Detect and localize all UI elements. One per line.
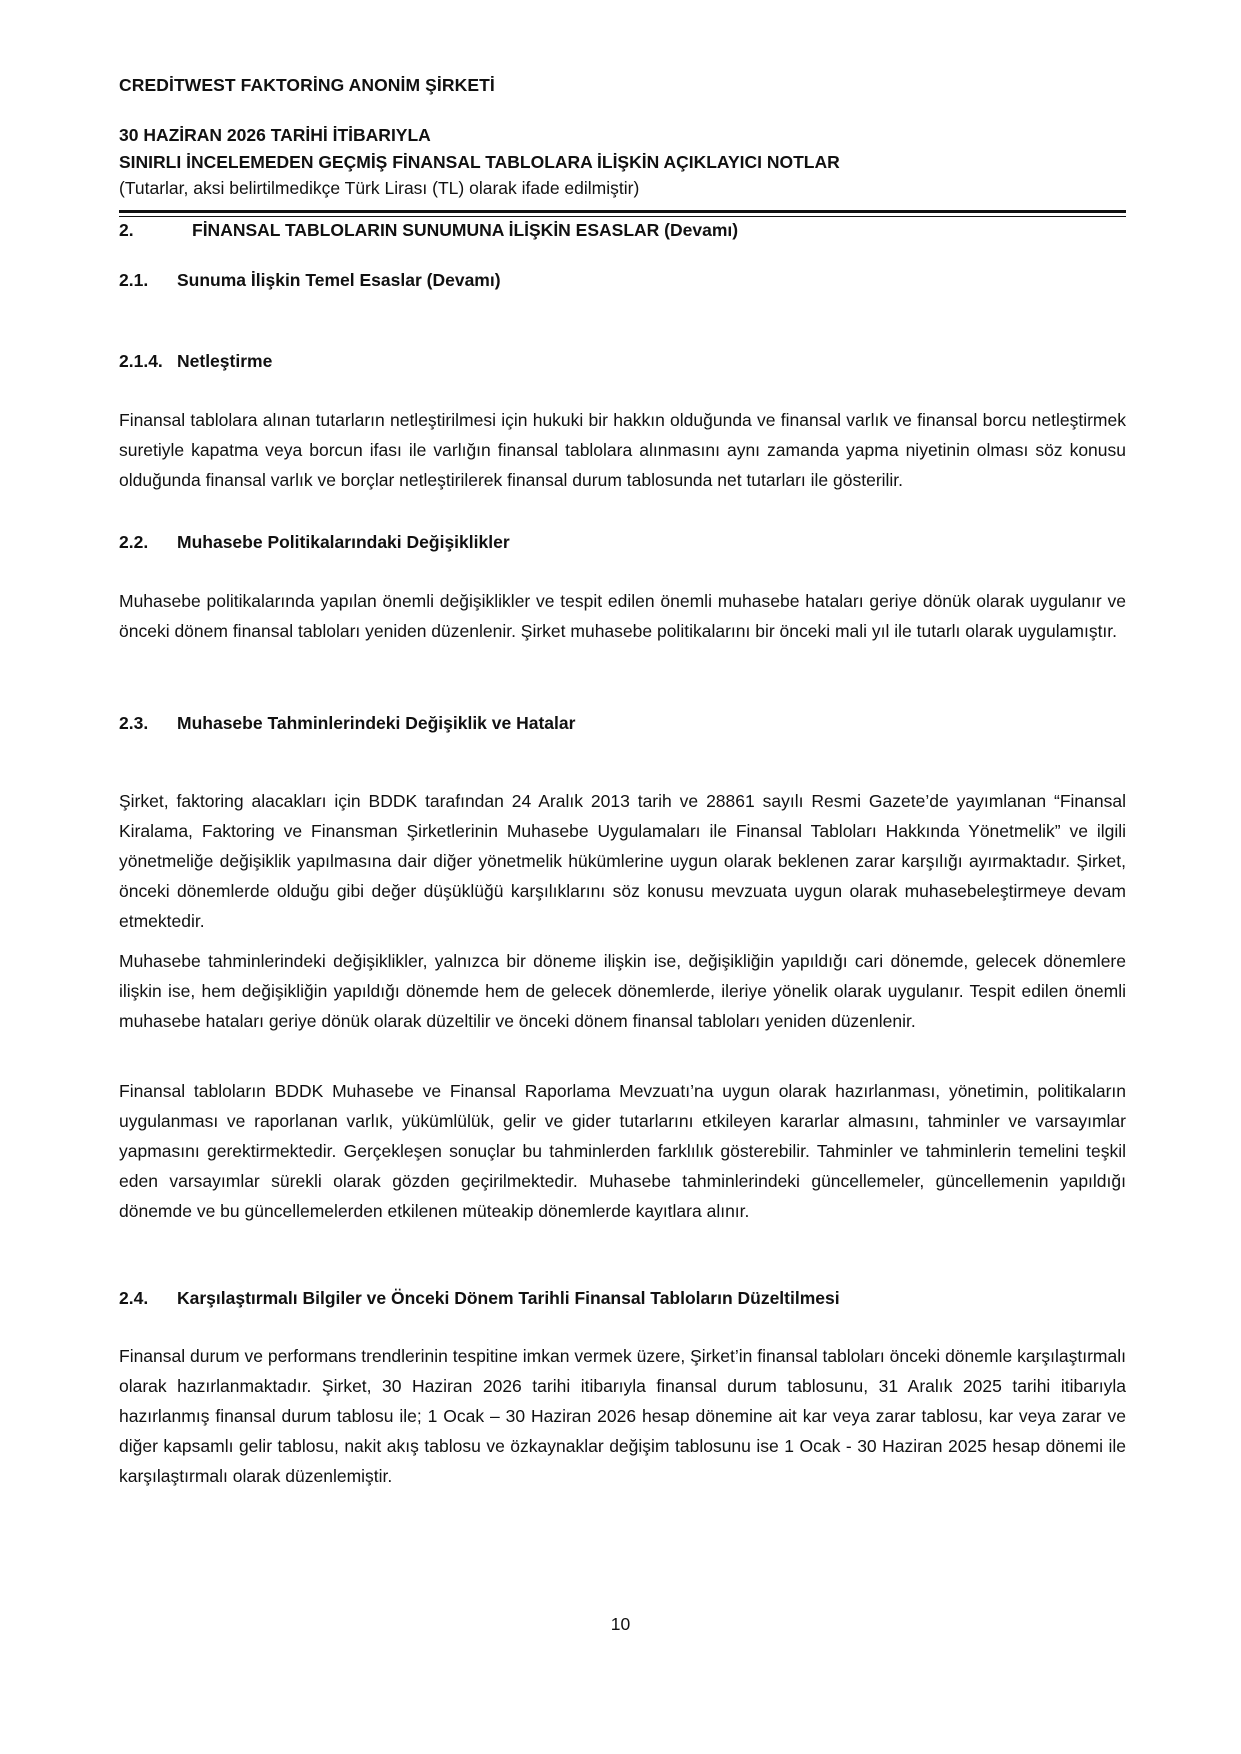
report-title: SINIRLI İNCELEMEDEN GEÇMİŞ FİNANSAL TABLOLARA İLİŞKİN AÇIKLAYICI NOTLAR bbox=[119, 152, 840, 172]
paragraph-comparative-info: Finansal durum ve performans trendlerinin tespitine imkan vermek üzere, Şirket’in finansal tabloları önceki dönemle karşılaştırmalı olarak hazırlanmaktadır. Şirket, 30 Haziran 2026 tarihi itibarıyla finansal durum tablosunu, 31 Aralık 2025 tarihi itibarıyla hazırlanmış finansal durum tablosu ile; 1 Ocak – 30 Haziran 2026 hesap dönemine ait kar veya zarar tablosu, kar veya zarar ve diğer kapsamlı gelir tablosu, nakit akış tablosu ve özkaynaklar değişim tablosunu ise 1 Ocak - 30 Haziran 2025 hesap dönemi ile karşılaştırmalı olarak düzenlemiştir. bbox=[119, 1346, 1126, 1486]
section-title: Karşılaştırmalı Bilgiler ve Önceki Dönem Tarihli Finansal Tabloların Düzeltilmesi bbox=[177, 1288, 840, 1308]
section-title: Muhasebe Tahminlerindeki Değişiklik ve Hatalar bbox=[177, 713, 576, 733]
paragraph-estimates-3: Finansal tabloların BDDK Muhasebe ve Finansal Raporlama Mevzuatı’na uygun olarak hazırlanması, yönetimin, politikaların uygulanması ve raporlanan varlık, yükümlülük, gelir ve gider tutarlarını etkileyen kararlar almasını, tahminler ve varsayımlar yapmasını gerektirmektedir. Gerçekleşen sonuçlar bu tahminlerden farklılık gösterebilir. Tahminler ve tahminlerin temelini teşkil eden varsayımlar sürekli olarak gözden geçirilmektedir. Muhasebe tahminlerindeki güncellemeler, güncellemenin yapıldığı dönemde ve bu güncellemelerden etkilenen müteakip dönemlerde kayıtlara alınır. bbox=[119, 1081, 1126, 1221]
header-rule-thin bbox=[119, 216, 1126, 217]
report-date-line: 30 HAZİRAN 2026 TARİHİ İTİBARIYLA bbox=[119, 125, 431, 145]
paragraph-estimates-1: Şirket, faktoring alacakları için BDDK tarafından 24 Aralık 2013 tarih ve 28861 sayılı Resmi Gazete’de yayımlanan “Finansal Kiralama, Faktoring ve Finansman Şirketlerinin Muhasebe Uygulamaları ile Finansal Tabloları Hakkında Yönetmelik” ve ilgili yönetmeliğe değişiklik yapılmasına dair diğer yönetmelik hükümlerine uygun olarak beklenen zarar karşılığı ayırmaktadır. Şirket, önceki dönemlerde olduğu gibi değer düşüklüğü karşılıklarını söz konusu mevzuata uygun olarak muhasebeleştirmeye devam etmektedir. bbox=[119, 791, 1126, 931]
section-number: 2.4. bbox=[119, 1288, 149, 1308]
section-title: Netleştirme bbox=[177, 351, 273, 371]
paragraph-estimates-2: Muhasebe tahminlerindeki değişiklikler, yalnızca bir döneme ilişkin ise, değişikliğin yapıldığı cari dönemde, gelecek dönemlere ilişkin ise, hem değişikliğin yapıldığı dönemde hem de gelecek dönemlerde, ileriye yönelik olarak uygulanır. Tespit edilen önemli muhasebe hataları geriye dönük olarak düzeltilir ve önceki dönem finansal tabloları yeniden düzenlenir. bbox=[119, 951, 1126, 1031]
section-number: 2.1.4. bbox=[119, 351, 163, 371]
page-number: 10 bbox=[610, 1614, 631, 1634]
company-name: CREDİTWEST FAKTORİNG ANONİM ŞİRKETİ bbox=[119, 75, 495, 95]
paragraph-policy-changes: Muhasebe politikalarında yapılan önemli değişiklikler ve tespit edilen önemli muhasebe hataları geriye dönük olarak uygulanır ve önceki dönem finansal tabloları yeniden düzenlenir. Şirket muhasebe politikalarını bir önceki mali yıl ile tutarlı olarak uygulamıştır. bbox=[119, 591, 1126, 641]
header-rule-thick bbox=[119, 210, 1126, 213]
paragraph-netting: Finansal tablolara alınan tutarların netleştirilmesi için hukuki bir hakkın olduğunda ve finansal varlık ve finansal borcu netleştirmek suretiyle kapatma veya borcun ifası ile varlığın finansal tablolara alınmasını aynı zamanda yapma niyetinin olması söz konusu olduğunda finansal varlık ve borçlar netleştirilerek finansal durum tablosunda net tutarları ile gösterilir. bbox=[119, 410, 1126, 490]
section-title: Sunuma İlişkin Temel Esaslar (Devamı) bbox=[177, 270, 501, 290]
section-title: FİNANSAL TABLOLARIN SUNUMUNA İLİŞKİN ESASLAR (Devamı) bbox=[192, 220, 739, 240]
section-title: Muhasebe Politikalarındaki Değişiklikler bbox=[177, 532, 510, 552]
section-number: 2.2. bbox=[119, 532, 149, 552]
section-number: 2.3. bbox=[119, 713, 149, 733]
section-number: 2.1. bbox=[119, 270, 149, 290]
report-subtitle: (Tutarlar, aksi belirtilmedikçe Türk Lirası (TL) olarak ifade edilmiştir) bbox=[119, 178, 640, 198]
section-number: 2. bbox=[119, 220, 134, 240]
